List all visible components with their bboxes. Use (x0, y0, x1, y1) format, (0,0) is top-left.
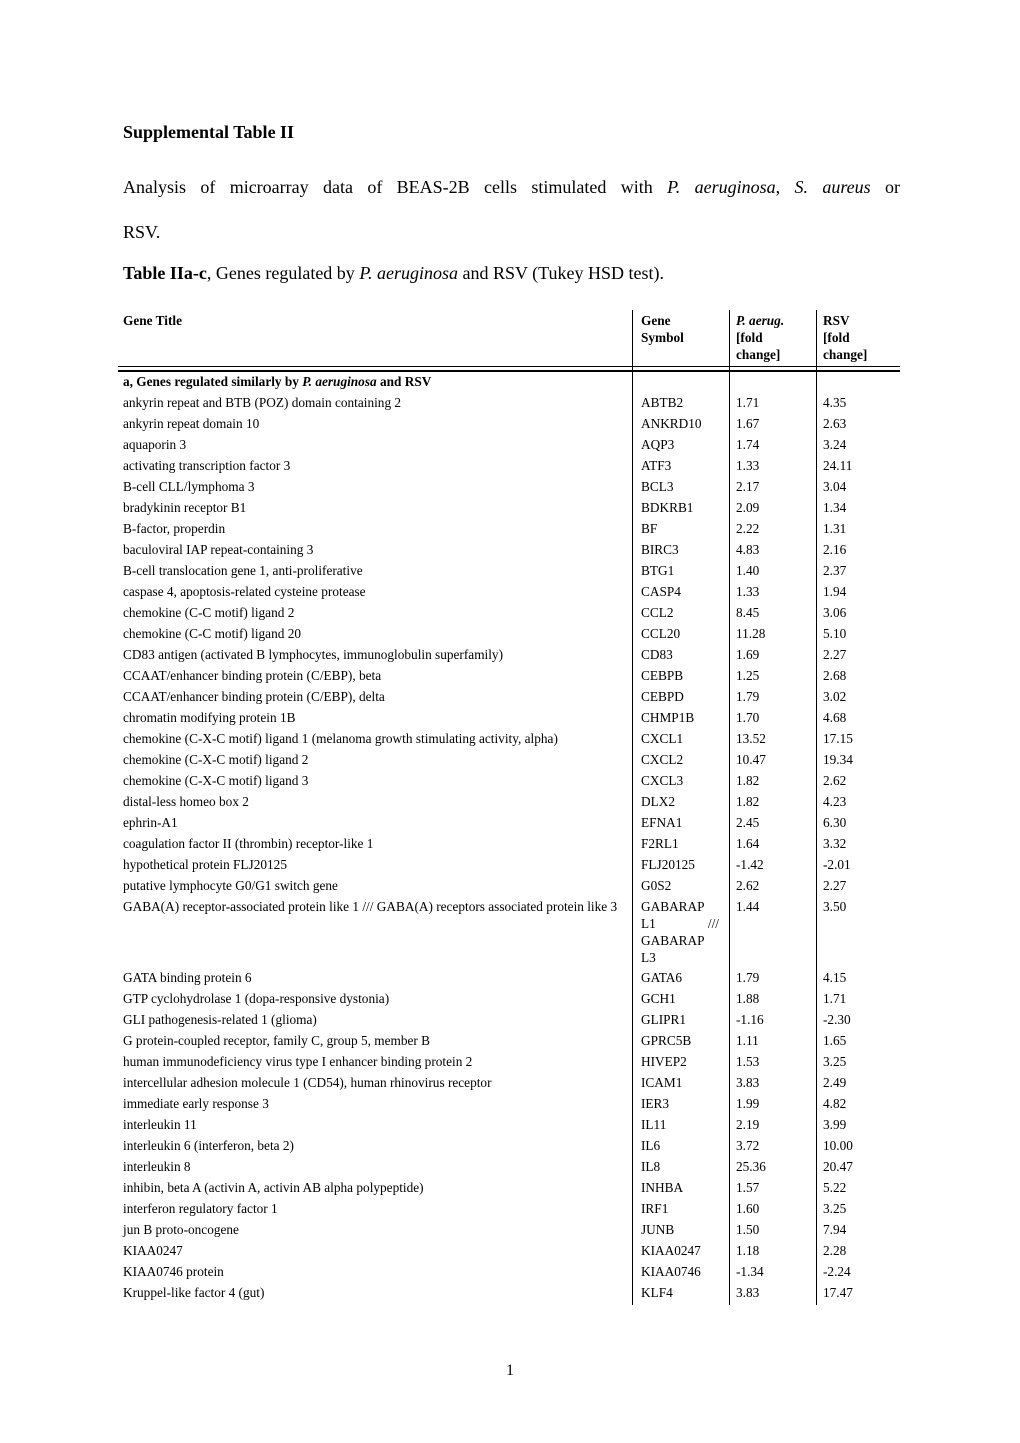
section-a-organism: P. aeruginosa (302, 374, 377, 389)
header-p-aerug-unit: [fold change] (736, 330, 781, 362)
table-row (118, 415, 900, 436)
rsv-cell: 3.24 (823, 437, 847, 452)
gene-title-cell: chemokine (C-C motif) ligand 2 (123, 605, 295, 620)
gene-symbol-cell: GPRC5B (641, 1033, 692, 1048)
section-a-prefix: a, Genes regulated similarly by (123, 374, 303, 389)
gene-symbol-cell: GABARAP L1 /// GABARAP L3 (641, 899, 719, 965)
subtitle-label: Table IIa-c (123, 263, 207, 283)
table-row (118, 1053, 900, 1074)
header-p-aerug (736, 312, 784, 363)
table-row (118, 541, 900, 562)
header-p-aerug-name: P. aerug. (736, 313, 785, 328)
table-row (118, 969, 900, 990)
gene-title-cell: inhibin, beta A (activin A, activin AB alpha polypeptide) (123, 1180, 424, 1195)
rsv-cell: 2.37 (823, 563, 847, 578)
rsv-cell: 1.34 (823, 500, 847, 515)
table-row (118, 709, 900, 730)
gene-symbol-cell: IER3 (641, 1096, 670, 1111)
table-row (118, 877, 900, 898)
gene-title-cell: coagulation factor II (thrombin) receptor-like 1 (123, 836, 374, 851)
p-aerug-cell: 2.22 (736, 521, 760, 536)
rsv-cell: 3.25 (823, 1201, 847, 1216)
gene-symbol-cell: HIVEP2 (641, 1054, 687, 1069)
column-divider-3 (816, 310, 817, 1305)
gene-title-cell: B-cell CLL/lymphoma 3 (123, 479, 255, 494)
p-aerug-cell: 1.33 (736, 584, 760, 599)
table-row (118, 898, 900, 969)
gene-symbol-cell: AQP3 (641, 437, 675, 452)
table-row (118, 1011, 900, 1032)
gene-title-cell: immediate early response 3 (123, 1096, 269, 1111)
rsv-cell: 17.47 (823, 1285, 853, 1300)
gene-title-cell: GABA(A) receptor-associated protein like 1 /// GABA(A) receptors associated protein like 3 (123, 899, 618, 914)
gene-symbol-cell: DLX2 (641, 794, 675, 809)
table-row (118, 1158, 900, 1179)
gene-title-cell: CCAAT/enhancer binding protein (C/EBP), delta (123, 689, 385, 704)
rsv-cell: 3.50 (823, 899, 847, 914)
gene-title-cell: jun B proto-oncogene (123, 1222, 239, 1237)
rsv-cell: 4.68 (823, 710, 847, 725)
subtitle-mid: , Genes regulated by (206, 263, 360, 283)
gene-symbol-cell: CEBPB (641, 668, 684, 683)
gene-title-cell: ephrin-A1 (123, 815, 178, 830)
table-header (118, 310, 900, 366)
p-aerug-cell: 1.82 (736, 794, 760, 809)
rsv-cell: 2.28 (823, 1243, 847, 1258)
column-divider-1 (632, 310, 633, 1305)
gene-symbol-cell: KIAA0746 (641, 1264, 701, 1279)
gene-symbol-cell: JUNB (641, 1222, 675, 1237)
page-number: 1 (506, 1362, 514, 1379)
rsv-cell: 2.68 (823, 668, 847, 683)
gene-symbol-cell: ANKRD10 (641, 416, 702, 431)
p-aerug-cell: -1.16 (736, 1012, 764, 1027)
p-aerug-cell: 13.52 (736, 731, 766, 746)
gene-title-cell: GTP cyclohydrolase 1 (dopa-responsive dystonia) (123, 991, 390, 1006)
p-aerug-cell: 2.19 (736, 1117, 760, 1132)
header-gene-symbol: Gene Symbol (641, 313, 684, 345)
p-aerug-cell: 1.53 (736, 1054, 760, 1069)
table-row (118, 1116, 900, 1137)
gene-symbol-cell: CXCL2 (641, 752, 684, 767)
table-row (118, 730, 900, 751)
table-row (118, 1032, 900, 1053)
table-row (118, 604, 900, 625)
gene-symbol-cell: CXCL3 (641, 773, 684, 788)
gene-symbol-cell: GATA6 (641, 970, 683, 985)
rsv-cell: 4.23 (823, 794, 847, 809)
gene-symbol-cell: G0S2 (641, 878, 672, 893)
rsv-cell: 2.27 (823, 878, 847, 893)
gene-symbol-cell: BTG1 (641, 563, 675, 578)
table-row (118, 990, 900, 1011)
p-aerug-cell: 1.82 (736, 773, 760, 788)
gene-title-cell: chromatin modifying protein 1B (123, 710, 296, 725)
gene-title-cell: hypothetical protein FLJ20125 (123, 857, 287, 872)
gene-title-cell: putative lymphocyte G0/G1 switch gene (123, 878, 338, 893)
rsv-cell: -2.30 (823, 1012, 851, 1027)
rsv-cell: 17.15 (823, 731, 853, 746)
gene-title-cell: ankyrin repeat and BTB (POZ) domain containing 2 (123, 395, 402, 410)
table-row (118, 1200, 900, 1221)
p-aerug-cell: 1.74 (736, 437, 760, 452)
gene-title-cell: chemokine (C-X-C motif) ligand 3 (123, 773, 309, 788)
rsv-cell: 1.94 (823, 584, 847, 599)
table-row (118, 772, 900, 793)
header-gene-title: Gene Title (123, 313, 182, 328)
gene-symbol-cell: IL8 (641, 1159, 661, 1174)
gene-symbol-cell: BF (641, 521, 658, 536)
table-row (118, 1179, 900, 1200)
p-aerug-cell: 1.88 (736, 991, 760, 1006)
gene-symbol-cell: CXCL1 (641, 731, 684, 746)
table-row (118, 814, 900, 835)
gene-symbol-cell: GCH1 (641, 991, 676, 1006)
gene-title-cell: interleukin 6 (interferon, beta 2) (123, 1138, 294, 1153)
p-aerug-cell: 1.57 (736, 1180, 760, 1195)
gene-title-cell: chemokine (C-C motif) ligand 20 (123, 626, 301, 641)
table-row (118, 436, 900, 457)
gene-title-cell: interferon regulatory factor 1 (123, 1201, 278, 1216)
rsv-cell: 2.62 (823, 773, 847, 788)
gene-symbol-cell: FLJ20125 (641, 857, 695, 872)
rsv-cell: 3.25 (823, 1054, 847, 1069)
p-aerug-cell: 1.67 (736, 416, 760, 431)
gene-title-cell: interleukin 8 (123, 1159, 191, 1174)
caption-organism-2: S. aureus (794, 177, 871, 197)
rsv-cell: 7.94 (823, 1222, 847, 1237)
header-rule-thick (118, 370, 900, 372)
gene-symbol-cell: ABTB2 (641, 395, 684, 410)
header-rule-thin (118, 366, 900, 367)
table-subtitle (123, 263, 664, 284)
rsv-cell: 20.47 (823, 1159, 853, 1174)
rsv-cell: 4.35 (823, 395, 847, 410)
p-aerug-cell: 1.79 (736, 689, 760, 704)
rsv-cell: 4.82 (823, 1096, 847, 1111)
p-aerug-cell: 1.44 (736, 899, 760, 914)
p-aerug-cell: 3.72 (736, 1138, 760, 1153)
gene-title-cell: caspase 4, apoptosis-related cysteine protease (123, 584, 366, 599)
rsv-cell: 24.11 (823, 458, 853, 473)
table-row (118, 751, 900, 772)
p-aerug-cell: 1.11 (736, 1033, 759, 1048)
p-aerug-cell: 2.62 (736, 878, 760, 893)
table-row (118, 1284, 900, 1305)
header-rsv: RSV [fold change] (823, 313, 868, 362)
gene-symbol-cell: BDKRB1 (641, 500, 694, 515)
rsv-cell: 4.15 (823, 970, 847, 985)
document-title: Supplemental Table II (123, 122, 295, 142)
p-aerug-cell: 1.64 (736, 836, 760, 851)
table-row (118, 688, 900, 709)
table-row (118, 1242, 900, 1263)
p-aerug-cell: 1.50 (736, 1222, 760, 1237)
gene-title-cell: intercellular adhesion molecule 1 (CD54), human rhinovirus receptor (123, 1075, 492, 1090)
rsv-cell: 2.63 (823, 416, 847, 431)
rsv-cell: -2.01 (823, 857, 851, 872)
table-row (118, 1074, 900, 1095)
table-row (118, 856, 900, 877)
rsv-cell: 2.16 (823, 542, 847, 557)
p-aerug-cell: 2.09 (736, 500, 760, 515)
gene-symbol-cell: ATF3 (641, 458, 672, 473)
column-divider-2 (729, 310, 730, 1305)
gene-title-cell: interleukin 11 (123, 1117, 197, 1132)
rsv-cell: 2.49 (823, 1075, 847, 1090)
table-row (118, 1263, 900, 1284)
caption-separator-1: , (775, 177, 795, 197)
gene-title-cell: distal-less homeo box 2 (123, 794, 249, 809)
caption-prefix: Analysis of microarray data of BEAS-2B cells stimulated with (123, 177, 668, 197)
p-aerug-cell: 1.70 (736, 710, 760, 725)
p-aerug-cell: 1.69 (736, 647, 760, 662)
gene-title-cell: GLI pathogenesis-related 1 (glioma) (123, 1012, 317, 1027)
rsv-cell: 10.00 (823, 1138, 853, 1153)
gene-title-cell: chemokine (C-X-C motif) ligand 1 (melanoma growth stimulating activity, alpha) (123, 731, 558, 746)
gene-title-cell: CD83 antigen (activated B lymphocytes, immunoglobulin superfamily) (123, 647, 503, 662)
p-aerug-cell: 3.83 (736, 1285, 760, 1300)
table-row (118, 1095, 900, 1116)
p-aerug-cell: 1.25 (736, 668, 760, 683)
table-caption (123, 165, 900, 210)
gene-table (118, 310, 900, 1305)
gene-title-cell: human immunodeficiency virus type I enhancer binding protein 2 (123, 1054, 473, 1069)
rsv-cell: 6.30 (823, 815, 847, 830)
gene-title-cell: G protein-coupled receptor, family C, group 5, member B (123, 1033, 431, 1048)
gene-symbol-cell: GLIPR1 (641, 1012, 687, 1027)
p-aerug-cell: 3.83 (736, 1075, 760, 1090)
gene-symbol-cell: CEBPD (641, 689, 684, 704)
caption-organism-1: P. aeruginosa (667, 177, 776, 197)
table-row (118, 478, 900, 499)
table-row (118, 499, 900, 520)
rsv-cell: 1.31 (823, 521, 847, 536)
gene-title-cell: B-cell translocation gene 1, anti-proliferative (123, 563, 363, 578)
p-aerug-cell: 1.60 (736, 1201, 760, 1216)
rsv-cell: -2.24 (823, 1264, 851, 1279)
p-aerug-cell: 2.17 (736, 479, 760, 494)
p-aerug-cell: 2.45 (736, 815, 760, 830)
rsv-cell: 3.06 (823, 605, 847, 620)
gene-title-cell: KIAA0746 protein (123, 1264, 224, 1279)
p-aerug-cell: 1.40 (736, 563, 760, 578)
table-row (118, 394, 900, 415)
gene-symbol-cell: KIAA0247 (641, 1243, 701, 1258)
p-aerug-cell: 1.18 (736, 1243, 760, 1258)
gene-title-cell: KIAA0247 (123, 1243, 183, 1258)
p-aerug-cell: 1.99 (736, 1096, 760, 1111)
table-row (118, 667, 900, 688)
rsv-cell: 3.32 (823, 836, 847, 851)
gene-title-cell: CCAAT/enhancer binding protein (C/EBP), beta (123, 668, 382, 683)
p-aerug-cell: 1.33 (736, 458, 760, 473)
rsv-cell: 1.65 (823, 1033, 847, 1048)
rsv-cell: 2.27 (823, 647, 847, 662)
gene-title-cell: B-factor, properdin (123, 521, 226, 536)
caption-tail: RSV. (123, 222, 161, 242)
rsv-cell: 3.04 (823, 479, 847, 494)
gene-symbol-cell: CHMP1B (641, 710, 695, 725)
p-aerug-cell: -1.42 (736, 857, 764, 872)
caption-separator-2: or (870, 177, 901, 197)
gene-title-cell: bradykinin receptor B1 (123, 500, 247, 515)
p-aerug-cell: 4.83 (736, 542, 760, 557)
table-row (118, 562, 900, 583)
gene-symbol-cell: CASP4 (641, 584, 681, 599)
subtitle-organism: P. aeruginosa (359, 263, 458, 283)
gene-symbol-cell: BCL3 (641, 479, 674, 494)
gene-symbol-cell: KLF4 (641, 1285, 673, 1300)
p-aerug-cell: -1.34 (736, 1264, 764, 1279)
p-aerug-cell: 8.45 (736, 605, 760, 620)
rsv-cell: 5.22 (823, 1180, 847, 1195)
gene-symbol-cell: CD83 (641, 647, 673, 662)
table-row (118, 457, 900, 478)
table-row (118, 646, 900, 667)
rsv-cell: 19.34 (823, 752, 853, 767)
gene-title-cell: aquaporin 3 (123, 437, 187, 452)
gene-symbol-cell: ICAM1 (641, 1075, 683, 1090)
gene-symbol-cell: IL6 (641, 1138, 661, 1153)
gene-symbol-cell: IRF1 (641, 1201, 669, 1216)
p-aerug-cell: 11.28 (736, 626, 766, 641)
gene-title-cell: GATA binding protein 6 (123, 970, 252, 985)
gene-symbol-cell: CCL20 (641, 626, 681, 641)
gene-title-cell: ankyrin repeat domain 10 (123, 416, 260, 431)
p-aerug-cell: 1.79 (736, 970, 760, 985)
table-row (118, 1137, 900, 1158)
gene-symbol-cell: F2RL1 (641, 836, 679, 851)
section-a-suffix: and RSV (376, 374, 432, 389)
section-a-heading (123, 373, 621, 390)
gene-symbol-cell: IL11 (641, 1117, 667, 1132)
rsv-cell: 3.99 (823, 1117, 847, 1132)
gene-title-cell: chemokine (C-X-C motif) ligand 2 (123, 752, 309, 767)
table-row (118, 1221, 900, 1242)
table-row (118, 625, 900, 646)
rsv-cell: 1.71 (823, 991, 847, 1006)
gene-title-cell: baculoviral IAP repeat-containing 3 (123, 542, 314, 557)
table-row (118, 835, 900, 856)
table-row (118, 793, 900, 814)
table-row (118, 520, 900, 541)
p-aerug-cell: 25.36 (736, 1159, 766, 1174)
rsv-cell: 5.10 (823, 626, 847, 641)
rsv-cell: 3.02 (823, 689, 847, 704)
gene-title-cell: activating transcription factor 3 (123, 458, 291, 473)
gene-symbol-cell: CCL2 (641, 605, 674, 620)
gene-symbol-cell: BIRC3 (641, 542, 679, 557)
table-body (118, 373, 900, 1305)
gene-title-cell: Kruppel-like factor 4 (gut) (123, 1285, 265, 1300)
gene-symbol-cell: EFNA1 (641, 815, 683, 830)
gene-symbol-cell: INHBA (641, 1180, 684, 1195)
section-row (118, 373, 900, 394)
p-aerug-cell: 1.71 (736, 395, 760, 410)
p-aerug-cell: 10.47 (736, 752, 766, 767)
table-row (118, 583, 900, 604)
subtitle-end: and RSV (Tukey HSD test). (458, 263, 665, 283)
